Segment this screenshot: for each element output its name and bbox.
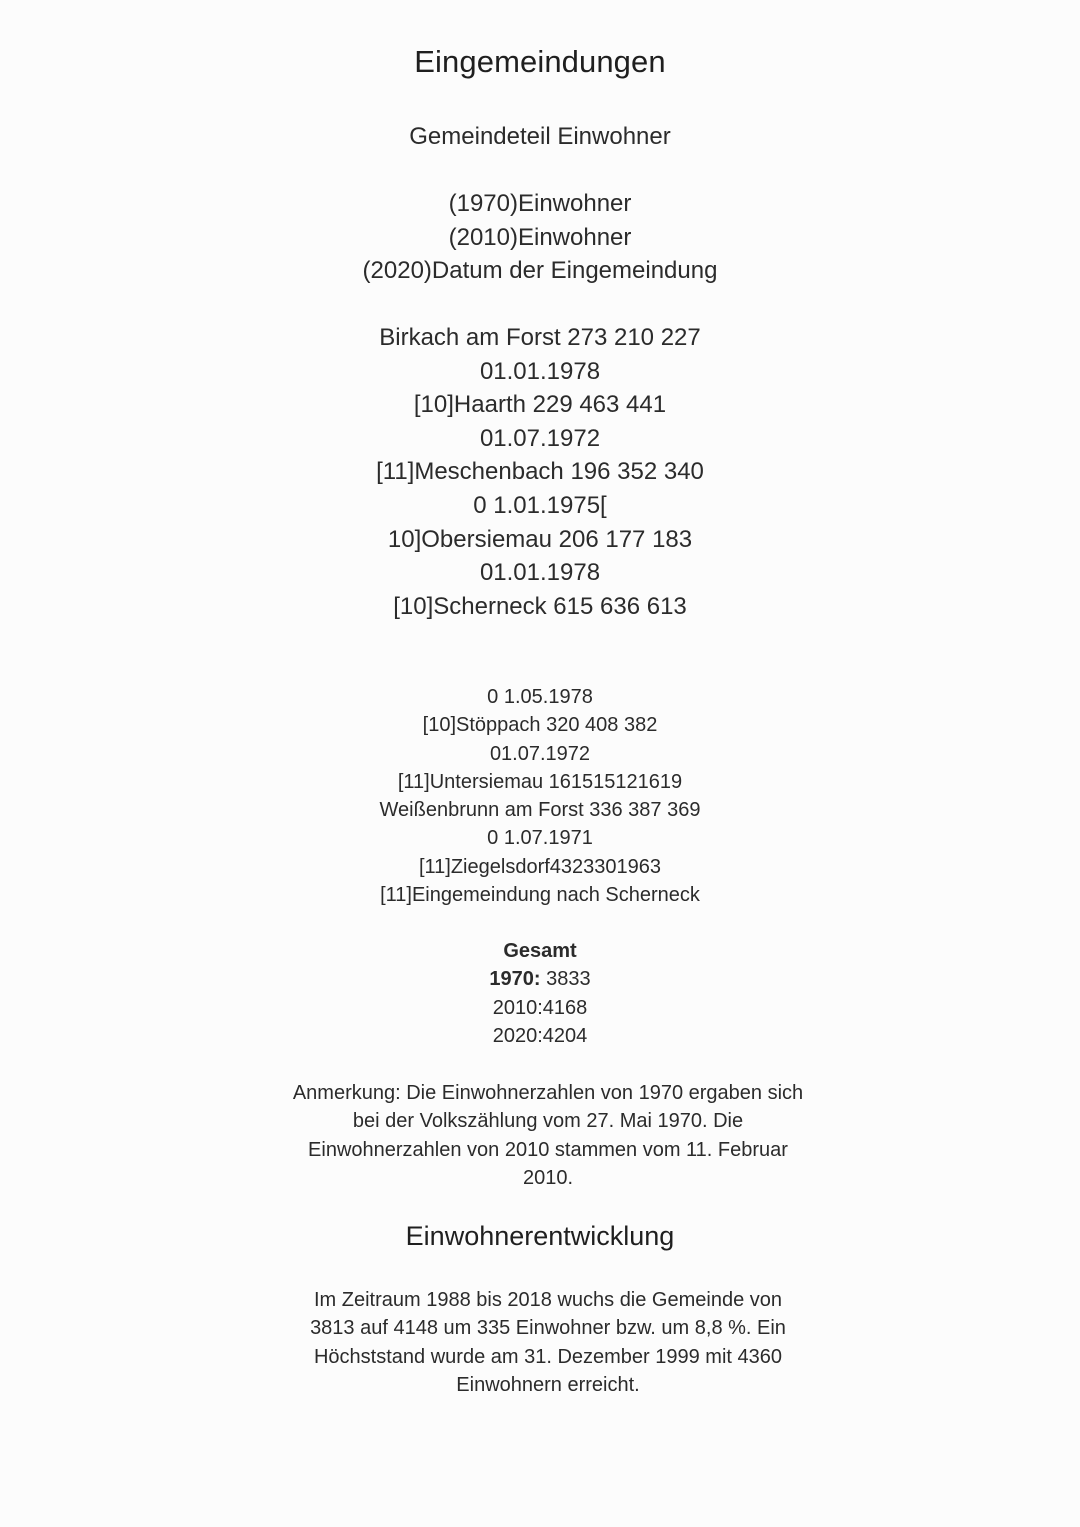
totals-block	[0, 937, 1080, 1050]
totals-1970-value: 3833	[540, 968, 591, 991]
table-header-text: Gemeindeteil Einwohner	[409, 123, 671, 150]
table-row: Birkach am Forst 273 210 227	[379, 324, 701, 351]
year-line: (1970)Einwohner	[448, 190, 632, 217]
table-row: [11]Eingemeindung nach Scherneck	[380, 884, 700, 907]
table-row: 01.01.1978	[479, 357, 601, 385]
table-row: [10]Scherneck 615 636 613	[393, 592, 687, 620]
table-row: [11]Meschenbach 196 352 340	[376, 458, 704, 486]
table-row: [10]Stöppach 320 408 382	[422, 714, 658, 737]
table-rows-small	[0, 683, 1080, 909]
totals-1970-label: 1970:	[489, 968, 541, 991]
table-rows-large	[0, 321, 1080, 623]
population-paragraph: Im Zeitraum 1988 bis 2018 wuchs die Gemeinde von 3813 auf 4148 um 335 Einwohner bzw. um 8,8 %. Ein Höchststand wurde am 31. Dezember 1999 mit 4360 Einwohnern erreicht.	[310, 1289, 786, 1396]
table-row: [11]Untersiemau 161515121619	[397, 770, 683, 793]
table-row: [10]Haarth 229 463 441	[413, 391, 667, 419]
table-row: 01.01.1978	[479, 559, 601, 587]
section-title-einwohnerentwicklung: Einwohnerentwicklung	[405, 1221, 675, 1251]
table-row: [11]Ziegelsdorf4323301963	[418, 855, 662, 878]
year-header-lines	[0, 187, 1080, 288]
table-row: 01.07.1972	[479, 424, 601, 452]
totals-2010: 2010:4168	[492, 996, 588, 1019]
table-row: 01.07.1972	[489, 742, 591, 765]
totals-2020: 2020:4204	[492, 1024, 588, 1047]
table-row: 10]Obersiemau 206 177 183	[387, 525, 693, 553]
table-row: 0 1.07.1971	[487, 827, 593, 850]
table-row: Weißenbrunn am Forst 336 387 369	[379, 799, 701, 822]
table-header	[0, 120, 1080, 154]
year-line: (2010)Einwohner	[448, 223, 632, 251]
table-row: 0 1.01.1975[	[473, 491, 607, 519]
section-title-eingemeindungen: Eingemeindungen	[414, 44, 666, 79]
table-row: 0 1.05.1978	[487, 686, 593, 708]
note-paragraph: Anmerkung: Die Einwohnerzahlen von 1970 ergaben sich bei der Volkszählung vom 27. Mai 1970. Die Einwohnerzahlen von 2010 stammen vom 11. Februar 2010.	[292, 1082, 804, 1189]
totals-1970	[0, 965, 1080, 993]
totals-label: Gesamt	[503, 940, 577, 962]
year-line: (2020)Datum der Eingemeindung	[362, 257, 718, 285]
